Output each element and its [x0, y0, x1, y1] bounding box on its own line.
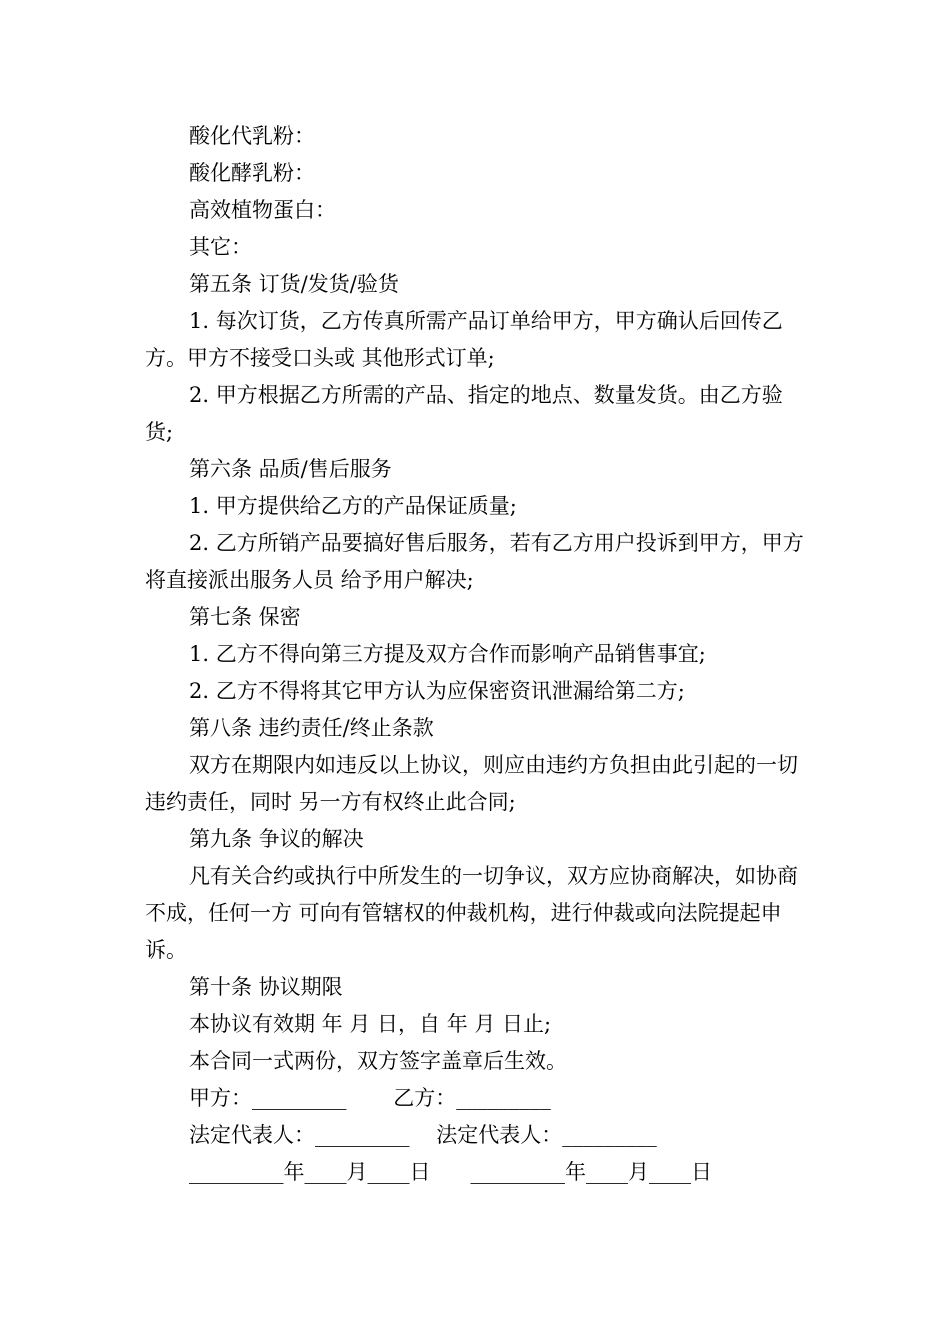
- signature-line-dates: _________年____月____日 _________年____月____日: [189, 1160, 713, 1184]
- paragraph: 高效植物蛋白：: [189, 198, 336, 222]
- section-heading: 第六条 品质/售后服务: [189, 457, 392, 481]
- signature-line-representatives: 法定代表人：_________ 法定代表人：_________: [189, 1123, 657, 1147]
- paragraph: 双方在期限内如违反以上协议，则应由违约方负担由此引起的一切违约责任，同时 另一方有权终止此合同;: [145, 753, 798, 814]
- section-heading: 第五条 订货/发货/验货: [189, 272, 399, 296]
- paragraph: 酸化代乳粉：: [189, 124, 315, 148]
- paragraph: 2. 乙方所销产品要搞好售后服务，若有乙方用户投诉到甲方，甲方将直接派出服务人员 给予用户解决;: [145, 531, 804, 592]
- paragraph: 本合同一式两份，双方签字盖章后生效。: [189, 1049, 567, 1073]
- paragraph: 凡有关合约或执行中所发生的一切争议，双方应协商解决，如协商不成，任何一方 可向有管辖权的仲裁机构，进行仲裁或向法院提起申诉。: [145, 864, 798, 962]
- paragraph: 2. 甲方根据乙方所需的产品、指定的地点、数量发货。由乙方验货;: [145, 383, 783, 444]
- paragraph: 其它：: [189, 235, 252, 259]
- section-heading: 第八条 违约责任/终止条款: [189, 716, 434, 740]
- paragraph: 酸化酵乳粉：: [189, 161, 315, 185]
- paragraph: 本协议有效期 年 月 日，自 年 月 日止;: [189, 1012, 552, 1036]
- paragraph: 1. 每次订货，乙方传真所需产品订单给甲方，甲方确认后回传乙方。甲方不接受口头或 其他形式订单;: [145, 309, 783, 370]
- section-heading: 第九条 争议的解决: [189, 827, 364, 851]
- paragraph: 1. 甲方提供给乙方的产品保证质量;: [189, 494, 517, 518]
- paragraph: 1. 乙方不得向第三方提及双方合作而影响产品销售事宜;: [189, 642, 706, 666]
- paragraph: 2. 乙方不得将其它甲方认为应保密资讯泄漏给第二方;: [189, 679, 685, 703]
- section-heading: 第十条 协议期限: [189, 975, 343, 999]
- section-heading: 第七条 保密: [189, 605, 301, 629]
- document-body: [145, 118, 805, 1191]
- signature-line-parties: 甲方：_________ 乙方：_________: [189, 1086, 551, 1110]
